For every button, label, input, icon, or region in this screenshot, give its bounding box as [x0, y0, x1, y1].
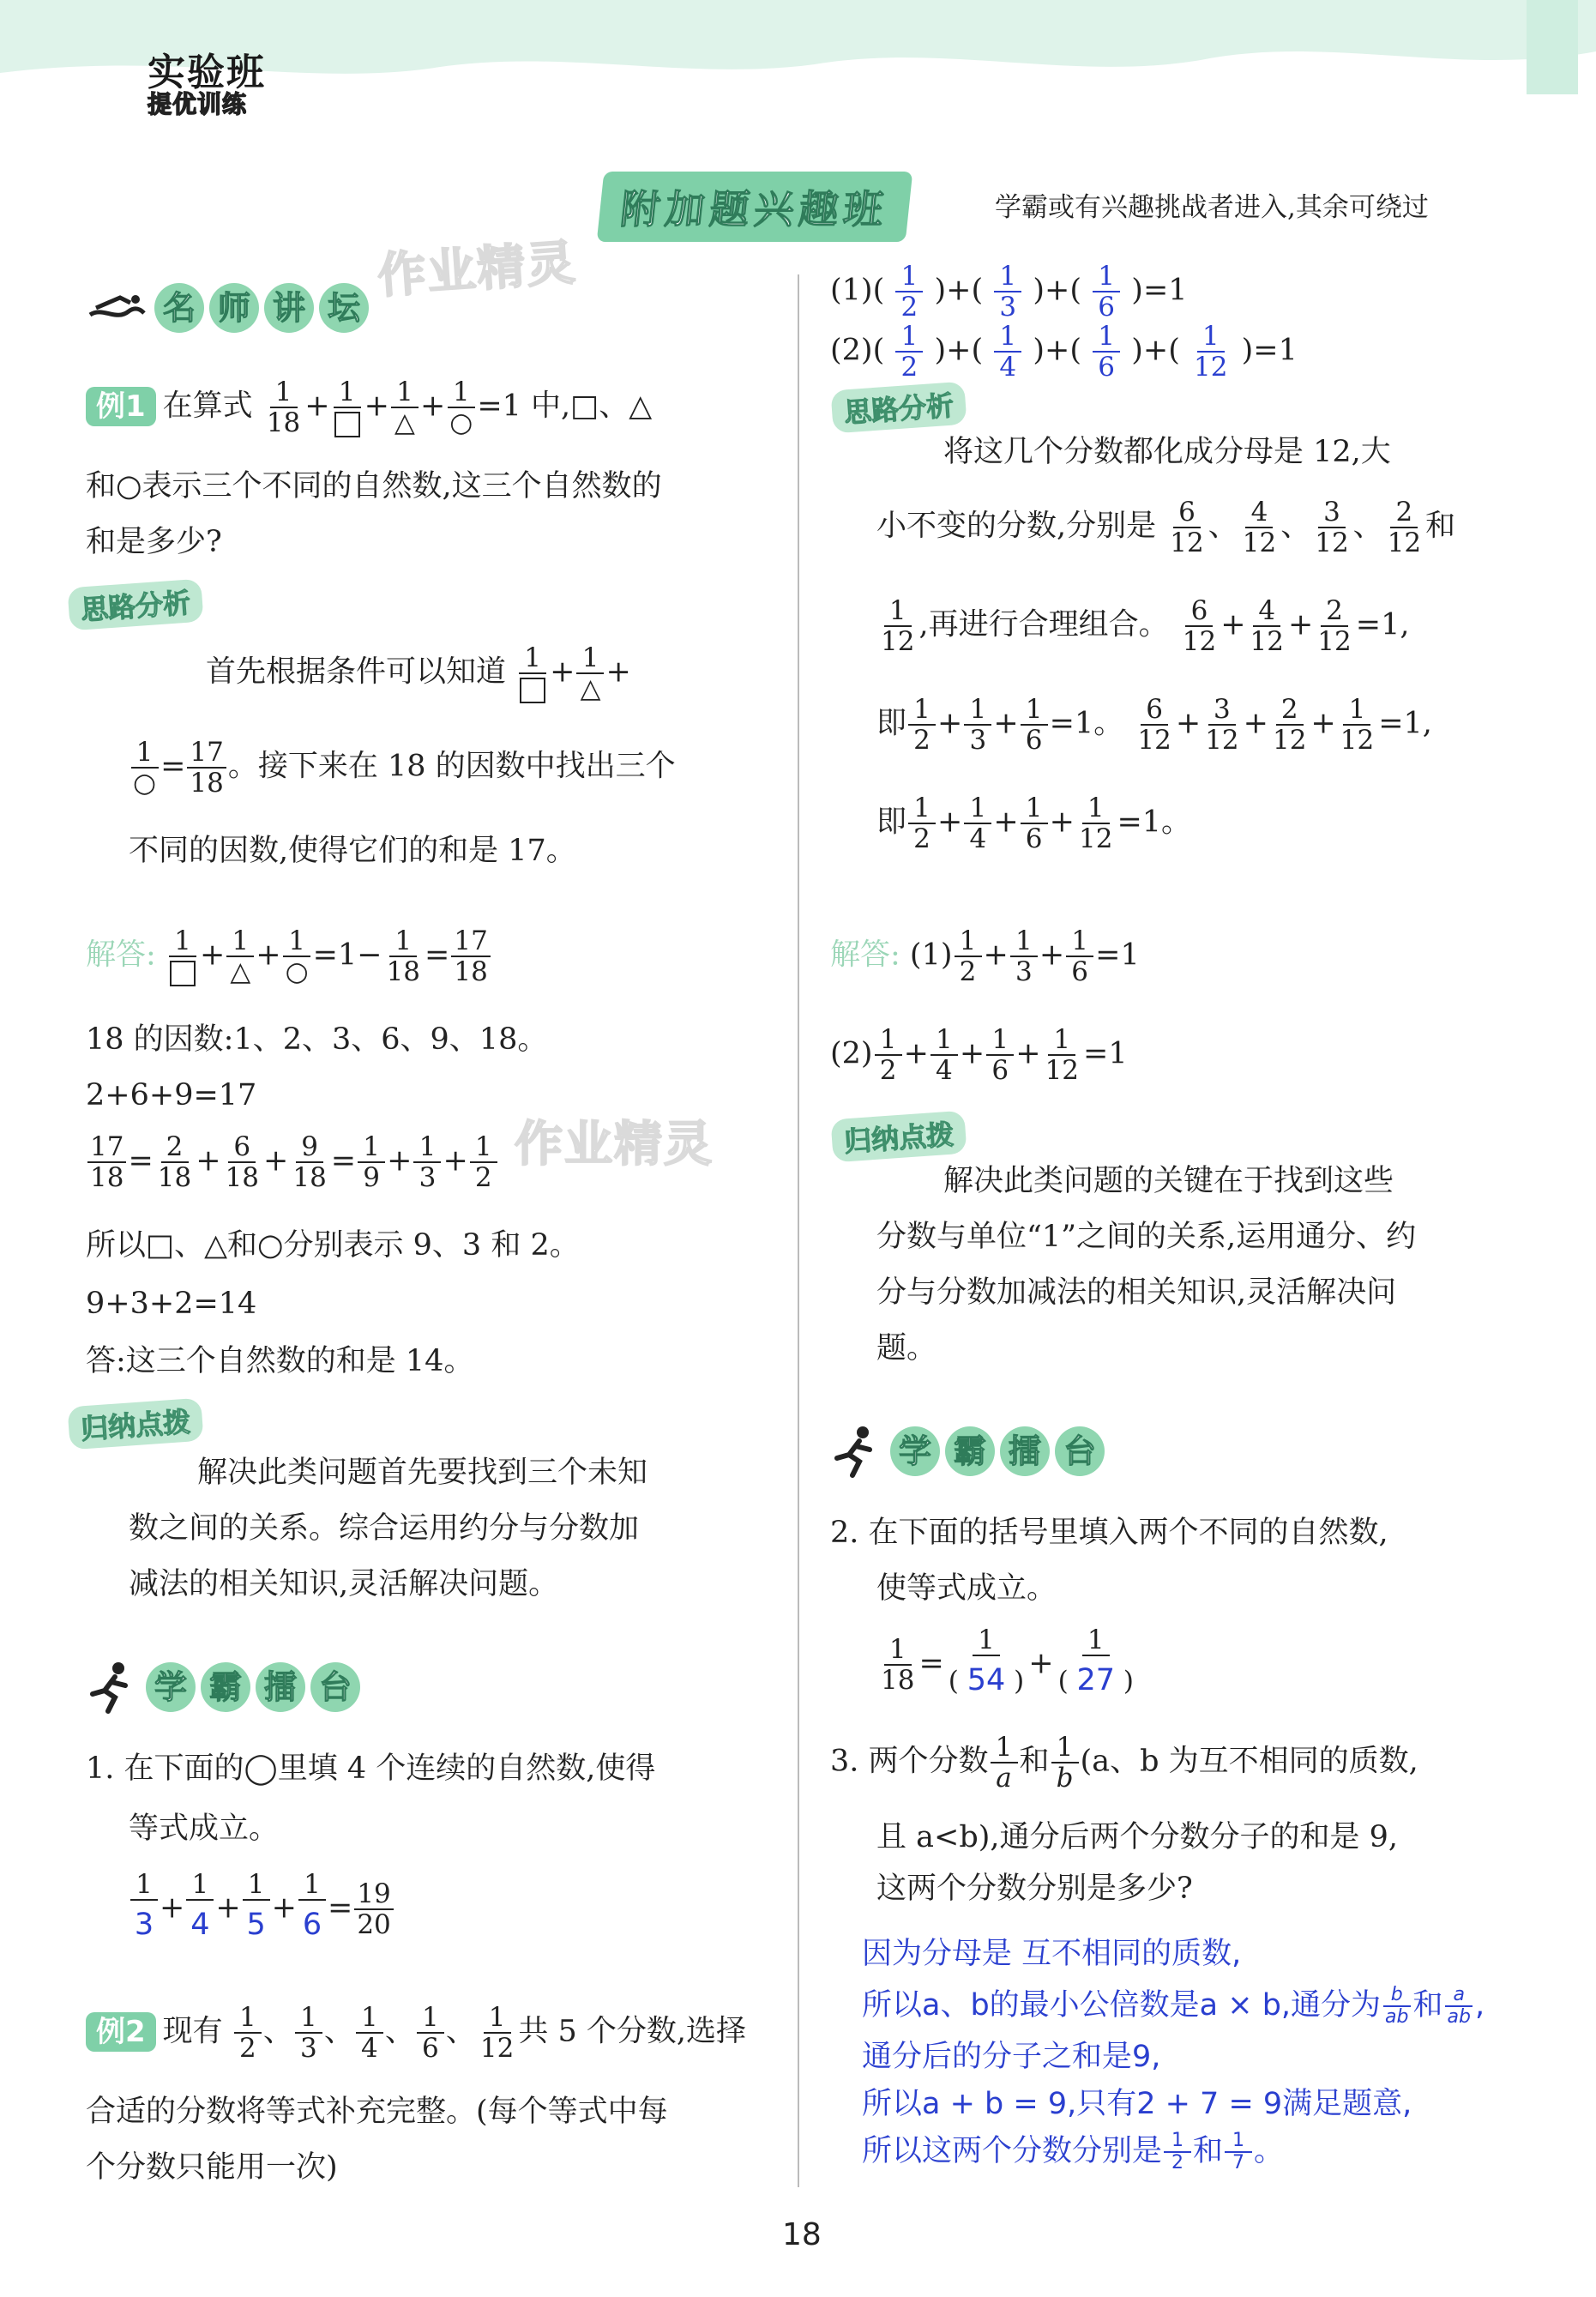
section-header-arena — [86, 1660, 360, 1715]
brand-subtitle: 提优训练 — [148, 90, 248, 118]
summary2-line1: 解决此类问题的关键在于找到这些 — [943, 1164, 1394, 1198]
watermark: 作业精灵 — [376, 234, 579, 305]
answer1-so: 所以□、△和○分别表示 9、3 和 2。 — [86, 1228, 580, 1263]
summary1-line1: 解决此类问题首先要找到三个未知 — [197, 1456, 648, 1490]
handwritten-line4: 所以a + b = 9,只有2 + 7 = 9满足题意, — [862, 2087, 1412, 2121]
example1-line1: 例1 在算式 $\frac{1}{18}$ + 1 + $\frac{1}{\triangle}$ + $\frac{1}{○}$ =1 中,□、△ — [86, 377, 772, 437]
analysis1-line1: 首先根据条件可以知道 1 + $\frac{1}{\triangle}$ + — [206, 642, 631, 704]
runner-icon — [86, 1660, 137, 1715]
example2-line3: 个分数只能用一次) — [86, 2150, 338, 2185]
answer1-final: 答:这三个自然数的和是 14。 — [86, 1344, 474, 1378]
answer2-line1: 解答: (1) $\frac{1}{2}$ + $\frac{1}{3}$ + $\frac{1}{6}$ =1 — [830, 925, 1140, 987]
handwritten-line3: 通分后的分子之和是9, — [862, 2040, 1161, 2074]
example2-line2: 合适的分数将等式补充完整。(每个等式中每 — [86, 2095, 668, 2129]
q3-line3: 这两个分数分别是多少? — [876, 1872, 1193, 1906]
watermark: 作业精灵 — [515, 1117, 714, 1173]
summary2-line3: 分与分数加减法的相关知识,灵活解决问 — [876, 1275, 1397, 1310]
example2-line1: 例2 现有 $\frac{1}{2}$ 、 $\frac{1}{3}$ 、 $\frac{1}{4}$ 、 $\frac{1}{6}$ 、 $\frac{1}{12}$ 共 5 个分数,选择 — [86, 2003, 746, 2063]
analysis1-line3: 不同的因数,使得它们的和是 17。 — [129, 834, 576, 868]
section-header-arena — [830, 1424, 1105, 1479]
analysis2-line4: 即 $\frac{1}{2}$ + $\frac{1}{3}$ + $\frac{1}{6}$ =1。 $\frac{6}{12}$ + $\frac{3}{12}$ + $\frac{2}{12}$ + $\frac{1}{12}$ =1, — [876, 694, 1432, 756]
answer2-line2: (2) $\frac{1}{2}$ + $\frac{1}{4}$ + $\frac{1}{6}$ + $\frac{1}{12}$ =1 — [830, 1024, 1128, 1086]
analysis-tag: 思路分析 — [830, 382, 967, 434]
example-badge: 例1 — [86, 387, 156, 426]
analysis2-line5: 即 $\frac{1}{2}$ + $\frac{1}{4}$ + $\frac{1}{6}$ + $\frac{1}{12}$ =1。 — [876, 793, 1192, 854]
summary1-line3: 减法的相关知识,灵活解决问题。 — [129, 1567, 559, 1601]
example1-line3: 和是多少? — [86, 525, 222, 559]
page-number: 18 — [782, 2217, 822, 2252]
analysis2-line1: 将这几个分数都化成分母是 12,大 — [943, 435, 1391, 469]
summary-tag: 归纳点拨 — [67, 1398, 203, 1450]
q1-line1: 1. 在下面的◯里填 4 个连续的自然数,使得 — [86, 1751, 656, 1786]
handwritten-line1: 因为分母是 互不相同的质数, — [862, 1937, 1242, 1971]
section-title: 名 师 讲 坛 — [154, 283, 369, 333]
q1-line2: 等式成立。 — [129, 1812, 280, 1846]
analysis-tag: 思路分析 — [67, 579, 203, 631]
handwritten-line5: 所以这两个分数分别是 $\frac{1}{2}$ 和 $\frac{1}{7}$ 。 — [862, 2130, 1285, 2173]
summary-tag: 归纳点拨 — [830, 1111, 967, 1163]
answer1-factors: 18 的因数:1、2、3、6、9、18。 — [86, 1022, 548, 1057]
section-title: 学 霸 擂 台 — [146, 1662, 360, 1712]
eq1: (1)( $\frac{1}{2}$ )+( $\frac{1}{3}$ )+( $\frac{1}{6}$ )=1 — [830, 261, 1188, 323]
analysis2-line3: $\frac{1}{12}$ ,再进行合理组合。 $\frac{6}{12}$ + $\frac{4}{12}$ + $\frac{2}{12}$ =1, — [881, 595, 1410, 657]
example-badge: 例2 — [86, 2012, 156, 2052]
section-header-teacher — [86, 283, 369, 333]
runner-icon — [830, 1424, 882, 1479]
q3-line1: 3. 两个分数 $\frac{1}{a}$ 和 $\frac{1}{b}$ (a、b 为互不相同的质数, — [830, 1732, 1418, 1794]
brand-title: 实验班 — [148, 51, 266, 94]
q2-equation: $\frac{1}{18}$ = $\frac{1}{( 54 )}$ + $\frac{1}{( 27 )}$ — [881, 1625, 1135, 1697]
example1-line2: 和○表示三个不同的自然数,这三个自然数的 — [86, 469, 662, 503]
answer1-equation: 解答: 1 + $\frac{1}{\triangle}$ + $\frac{1}{○}$ =1− $\frac{1}{18}$ = $\frac{17}{18}$ — [86, 926, 492, 986]
summary2-line2: 分数与单位“1”之间的关系,运用通分、约 — [876, 1220, 1417, 1254]
q1-equation: $\frac{1}{3}$ + $\frac{1}{4}$ + $\frac{1}{5}$ + $\frac{1}{6}$ = $\frac{19}{20}$ — [129, 1870, 395, 1949]
handwritten-line2: 所以a、b的最小公倍数是a × b,通分为 $\frac{b}{ab}$ 和 $\frac{a}{ab}$ , — [862, 1984, 1485, 2028]
analysis1-line2: $\frac{1}{○}$ = $\frac{17}{18}$ 。接下来在 18 的因数中找出三个 — [129, 738, 676, 798]
answer1-total: 9+3+2=14 — [86, 1287, 257, 1321]
q2-line1: 2. 在下面的括号里填入两个不同的自然数, — [830, 1516, 1388, 1550]
eq2: (2)( $\frac{1}{2}$ )+( $\frac{1}{4}$ )+( $\frac{1}{6}$ )+( $\frac{1}{12}$ )=1 — [830, 321, 1298, 383]
analysis2-line2: 小不变的分数,分别是 $\frac{6}{12}$ 、 $\frac{4}{12}$ 、 $\frac{3}{12}$ 、 $\frac{2}{12}$ 和 — [876, 497, 1456, 558]
section-title: 学 霸 擂 台 — [890, 1426, 1105, 1476]
banner-note: 学霸或有兴趣挑战者进入,其余可绕过 — [995, 192, 1429, 223]
answer1-decomposition: $\frac{17}{18}$ = $\frac{2}{18}$ + $\frac{6}{18}$ + $\frac{9}{18}$ = $\frac{1}{9}$ + $\frac{1}{3}$ + $\frac{1}{2}$ — [86, 1132, 499, 1192]
banner-title: 附加题兴趣班 — [597, 172, 913, 242]
q2-line2: 使等式成立。 — [876, 1571, 1057, 1606]
q3-line2: 且 a<b),通分后两个分数分子的和是 9, — [876, 1820, 1399, 1854]
swimmer-icon — [86, 291, 146, 325]
column-divider — [798, 274, 799, 2187]
answer1-sum: 2+6+9=17 — [86, 1078, 257, 1112]
summary1-line2: 数之间的关系。综合运用约分与分数加 — [129, 1511, 640, 1546]
summary2-line4: 题。 — [876, 1331, 937, 1366]
